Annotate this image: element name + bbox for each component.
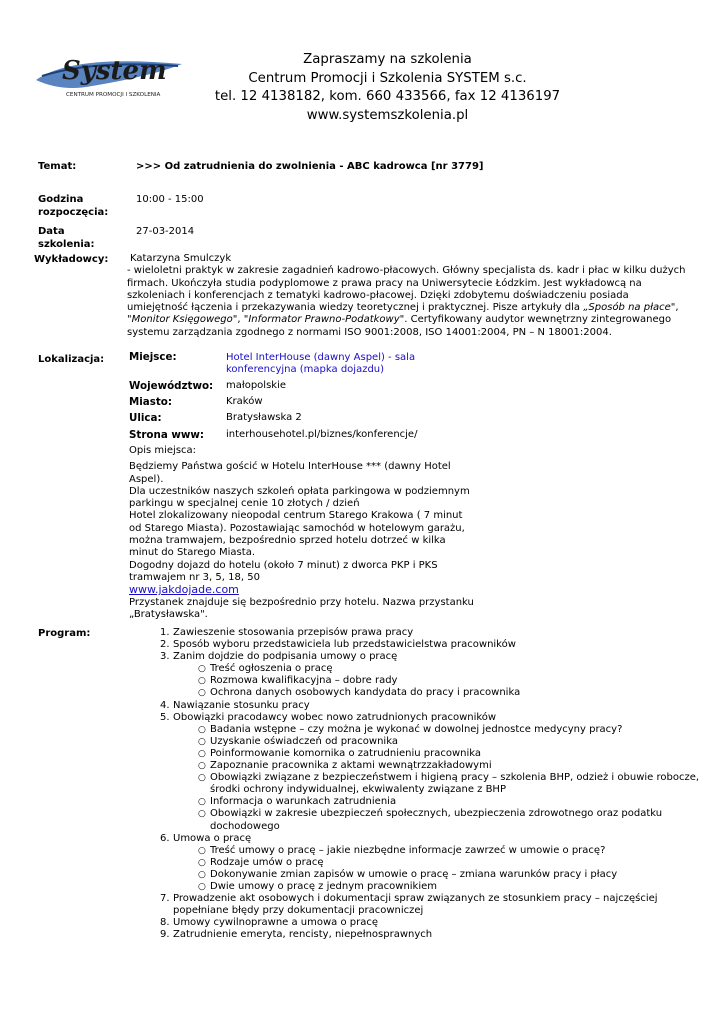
date-value: 27-03-2014: [136, 226, 195, 237]
program-item-number: 2.: [160, 639, 170, 651]
program-item-text: Zanim dojdzie do podpisania umowy o pracę: [173, 651, 398, 663]
header-invite: Zapraszamy na szkolenia: [303, 52, 472, 67]
lecturer-label: Wykładowcy:: [34, 254, 109, 265]
program-subitem-text: Treść umowy o pracę – jakie niezbędne informacje zawrzeć w umowie o pracę?: [210, 844, 606, 856]
company-logo: [32, 46, 190, 104]
time-label: Godzina rozpoczęcia:: [38, 194, 109, 218]
jakdojade-link[interactable]: www.jakdojade.com: [129, 583, 239, 597]
program-item-number: 4.: [160, 699, 170, 711]
city-value: Kraków: [226, 396, 263, 407]
program-item-text: Umowa o pracę: [173, 832, 252, 844]
program-subitem: [160, 760, 700, 772]
street-value: Bratysławska 2: [226, 412, 302, 423]
program-subitem-text: Dokonywanie zmian zapisów w umowie o pracę – zmiana warunków pracy i płacy: [210, 868, 618, 880]
program-item-text: Obowiązki pracodawcy wobec nowo zatrudnionych pracowników: [173, 711, 497, 723]
program-item: [160, 712, 700, 724]
lecturer-bio: - wieloletni praktyk w zakresie zagadnień kadrowo-płacowych. Główny specjalista ds. kadr i płac w kilku dużych firmach. Ukończyła studia podyplomowe z prawa pracy na Uniwersytecie Łódzkim. Jest wykładowcą na szkoleniach i konferencjach z tematyki kadrowo-płacowej. Dzięki zdobytemu doświadczeniu posiada umiejętność łączenia i przekazywania wiedzy teoretycznej i praktycznej. Pisze artykuły dla „Sposób na płace", "Monitor Księgowego", "Informator Prawno-Podatkowy". Certyfikowany audytor wewnętrzny zintegrowanego systemu zarządzania zgodnego z normami ISO 9001:2008, ISO 14001:2004, PN – N 18001:2004.: [127, 265, 686, 338]
program-item-text: Zatrudnienie emeryta, rencisty, niepełnosprawnych: [173, 929, 433, 941]
circle-bullet-icon: ○: [198, 881, 206, 892]
program-subitem-text: Zapoznanie pracownika z aktami wewnątrzzakładowymi: [210, 760, 492, 772]
program-subitem-text: Rozmowa kwalifikacyjna – dobre rady: [210, 675, 398, 687]
program-item-number: 6.: [160, 832, 170, 844]
program-label: Program:: [38, 628, 91, 639]
page-header: [210, 51, 565, 125]
program-subitem: [160, 675, 700, 687]
program-item: [160, 651, 700, 663]
program-subitem: [160, 796, 700, 808]
circle-bullet-icon: ○: [198, 857, 206, 868]
program-subitem: [160, 772, 700, 796]
lecturer-section: [127, 253, 692, 339]
program-subitem-text: Poinformowanie komornika o zatrudnieniu pracownika: [210, 747, 482, 759]
program-subitem-text: Obowiązki w zakresie ubezpieczeń społecznych, ubezpieczenia zdrowotnego oraz podatku dochodowego: [210, 808, 663, 832]
circle-bullet-icon: ○: [198, 809, 206, 820]
program-subitem: [160, 748, 700, 760]
program-subitem-text: Rodzaje umów o pracę: [210, 856, 324, 868]
circle-bullet-icon: ○: [198, 676, 206, 687]
date-label: Data szkolenia:: [38, 226, 95, 250]
www-value[interactable]: interhousehotel.pl/biznes/konferencje/: [226, 429, 418, 440]
program-item-number: 5.: [160, 711, 170, 723]
program-subitem: [160, 663, 700, 675]
program-subitem-text: Badania wstępne – czy można je wykonać w dowolnej jednostce medycyny pracy?: [210, 723, 623, 735]
circle-bullet-icon: ○: [198, 797, 206, 808]
program-item-number: 8.: [160, 917, 170, 929]
header-website[interactable]: www.systemszkolenia.pl: [306, 107, 469, 123]
place-description: [129, 445, 474, 621]
circle-bullet-icon: ○: [198, 869, 206, 880]
logo-wordmark: System: [62, 56, 167, 86]
lecturer-name: Katarzyna Smulczyk: [130, 253, 232, 264]
program-item-text: Prowadzenie akt osobowych i dokumentacji spraw związanych ze stosunkiem pracy – najczęściej popełniane błędy przy dokumentacji pracowniczej: [173, 893, 658, 917]
program-subitem: [160, 881, 700, 893]
program-subitem: [160, 869, 700, 881]
program-item-text: Sposób wyboru przedstawiciela lub przedstawicielstwa pracowników: [173, 639, 516, 651]
description-label: Opis miejsca:: [129, 445, 197, 456]
program-subitem-text: Dwie umowy o pracę z jednym pracownikiem: [210, 880, 438, 892]
program-subitem: [160, 845, 700, 857]
description-transport: Dogodny dojazd do hotelu (około 7 minut) z dworca PKP i PKS tramwajem nr 3, 5, 18, 50: [129, 559, 438, 583]
place-link[interactable]: Hotel InterHouse (dawny Aspel) - sala konferencyjna (mapka dojazdu): [226, 352, 416, 376]
circle-bullet-icon: ○: [198, 773, 206, 784]
program-item: [160, 929, 700, 941]
topic-value: >>> Od zatrudnienia do zwolnienia - ABC kadrowca [nr 3779]: [136, 161, 484, 172]
circle-bullet-icon: ○: [198, 736, 206, 747]
program-subitem: [160, 724, 700, 736]
header-company: Centrum Promocji i Szkolenia SYSTEM s.c.: [248, 70, 527, 86]
program-item: [160, 627, 700, 639]
region-label: Województwo:: [129, 380, 214, 392]
program-item-number: 1.: [160, 627, 170, 638]
program-subitem: [160, 808, 700, 832]
description-access: Hotel zlokalizowany nieopodal centrum Starego Krakowa ( 7 minut od Starego Miasta). Pozostawiając samochód w hotelowym garażu, można tramwajem, bezpośrednio sprzed hotelu dotrzeć w kilka minut do Starego Miasta.: [129, 510, 465, 559]
program-subitem: [160, 736, 700, 748]
program-item-number: 7.: [160, 893, 170, 905]
city-label: Miasto:: [129, 396, 172, 408]
program-item-text: Zawieszenie stosowania przepisów prawa pracy: [173, 627, 414, 638]
program-item: [160, 833, 700, 845]
circle-bullet-icon: ○: [198, 748, 206, 759]
circle-bullet-icon: ○: [198, 664, 206, 675]
program-subitem-text: Informacja o warunkach zatrudnienia: [210, 796, 397, 808]
program-subitem-text: Obowiązki związane z bezpieczeństwem i higieną pracy – szkolenia BHP, odzież i obuwie robocze, środki ochrony indywidualnej, ekwiwalenty związane z BHP: [210, 772, 700, 796]
description-intro: Będziemy Państwa gościć w Hotelu InterHouse *** (dawny Hotel Aspel).: [129, 461, 451, 485]
location-label: Lokalizacja:: [38, 354, 105, 365]
street-label: Ulica:: [129, 412, 162, 424]
program-item-text: Nawiązanie stosunku pracy: [173, 699, 310, 711]
program-item: [160, 639, 700, 651]
description-parking: Dla uczestników naszych szkoleń opłata parkingowa w podziemnym parkingu w specjalnej cenie 10 złotych / dzień: [129, 485, 470, 510]
program-subitem-text: Ochrona danych osobowych kandydata do pracy i pracownika: [210, 687, 521, 699]
program-item: [160, 917, 700, 929]
circle-bullet-icon: ○: [198, 688, 206, 699]
program-subitem: [160, 857, 700, 869]
place-label: Miejsce:: [129, 351, 177, 363]
circle-bullet-icon: ○: [198, 761, 206, 772]
circle-bullet-icon: ○: [198, 845, 206, 856]
region-value: małopolskie: [226, 380, 287, 391]
logo-tagline: CENTRUM PROMOCJI I SZKOLENIA: [66, 92, 161, 98]
program-list: [160, 627, 700, 941]
program-subitem-text: Uzyskanie oświadczeń od pracownika: [210, 735, 398, 747]
circle-bullet-icon: ○: [198, 724, 206, 735]
time-value: 10:00 - 15:00: [136, 194, 204, 205]
description-stop: Przystanek znajduje się bezpośrednio przy hotelu. Nazwa przystanku „Bratysławska".: [129, 596, 474, 620]
program-item-number: 9.: [160, 929, 170, 941]
program-item-text: Umowy cywilnoprawne a umowa o pracę: [173, 917, 379, 929]
program-subitem: [160, 687, 700, 699]
program-subitem-text: Treść ogłoszenia o pracę: [210, 663, 333, 675]
www-label: Strona www:: [129, 429, 205, 441]
program-item-number: 3.: [160, 651, 170, 663]
program-item: [160, 700, 700, 712]
topic-label: Temat:: [38, 161, 77, 172]
program-item: [160, 893, 700, 917]
header-contact: tel. 12 4138182, kom. 660 433566, fax 12 4136197: [214, 89, 561, 104]
